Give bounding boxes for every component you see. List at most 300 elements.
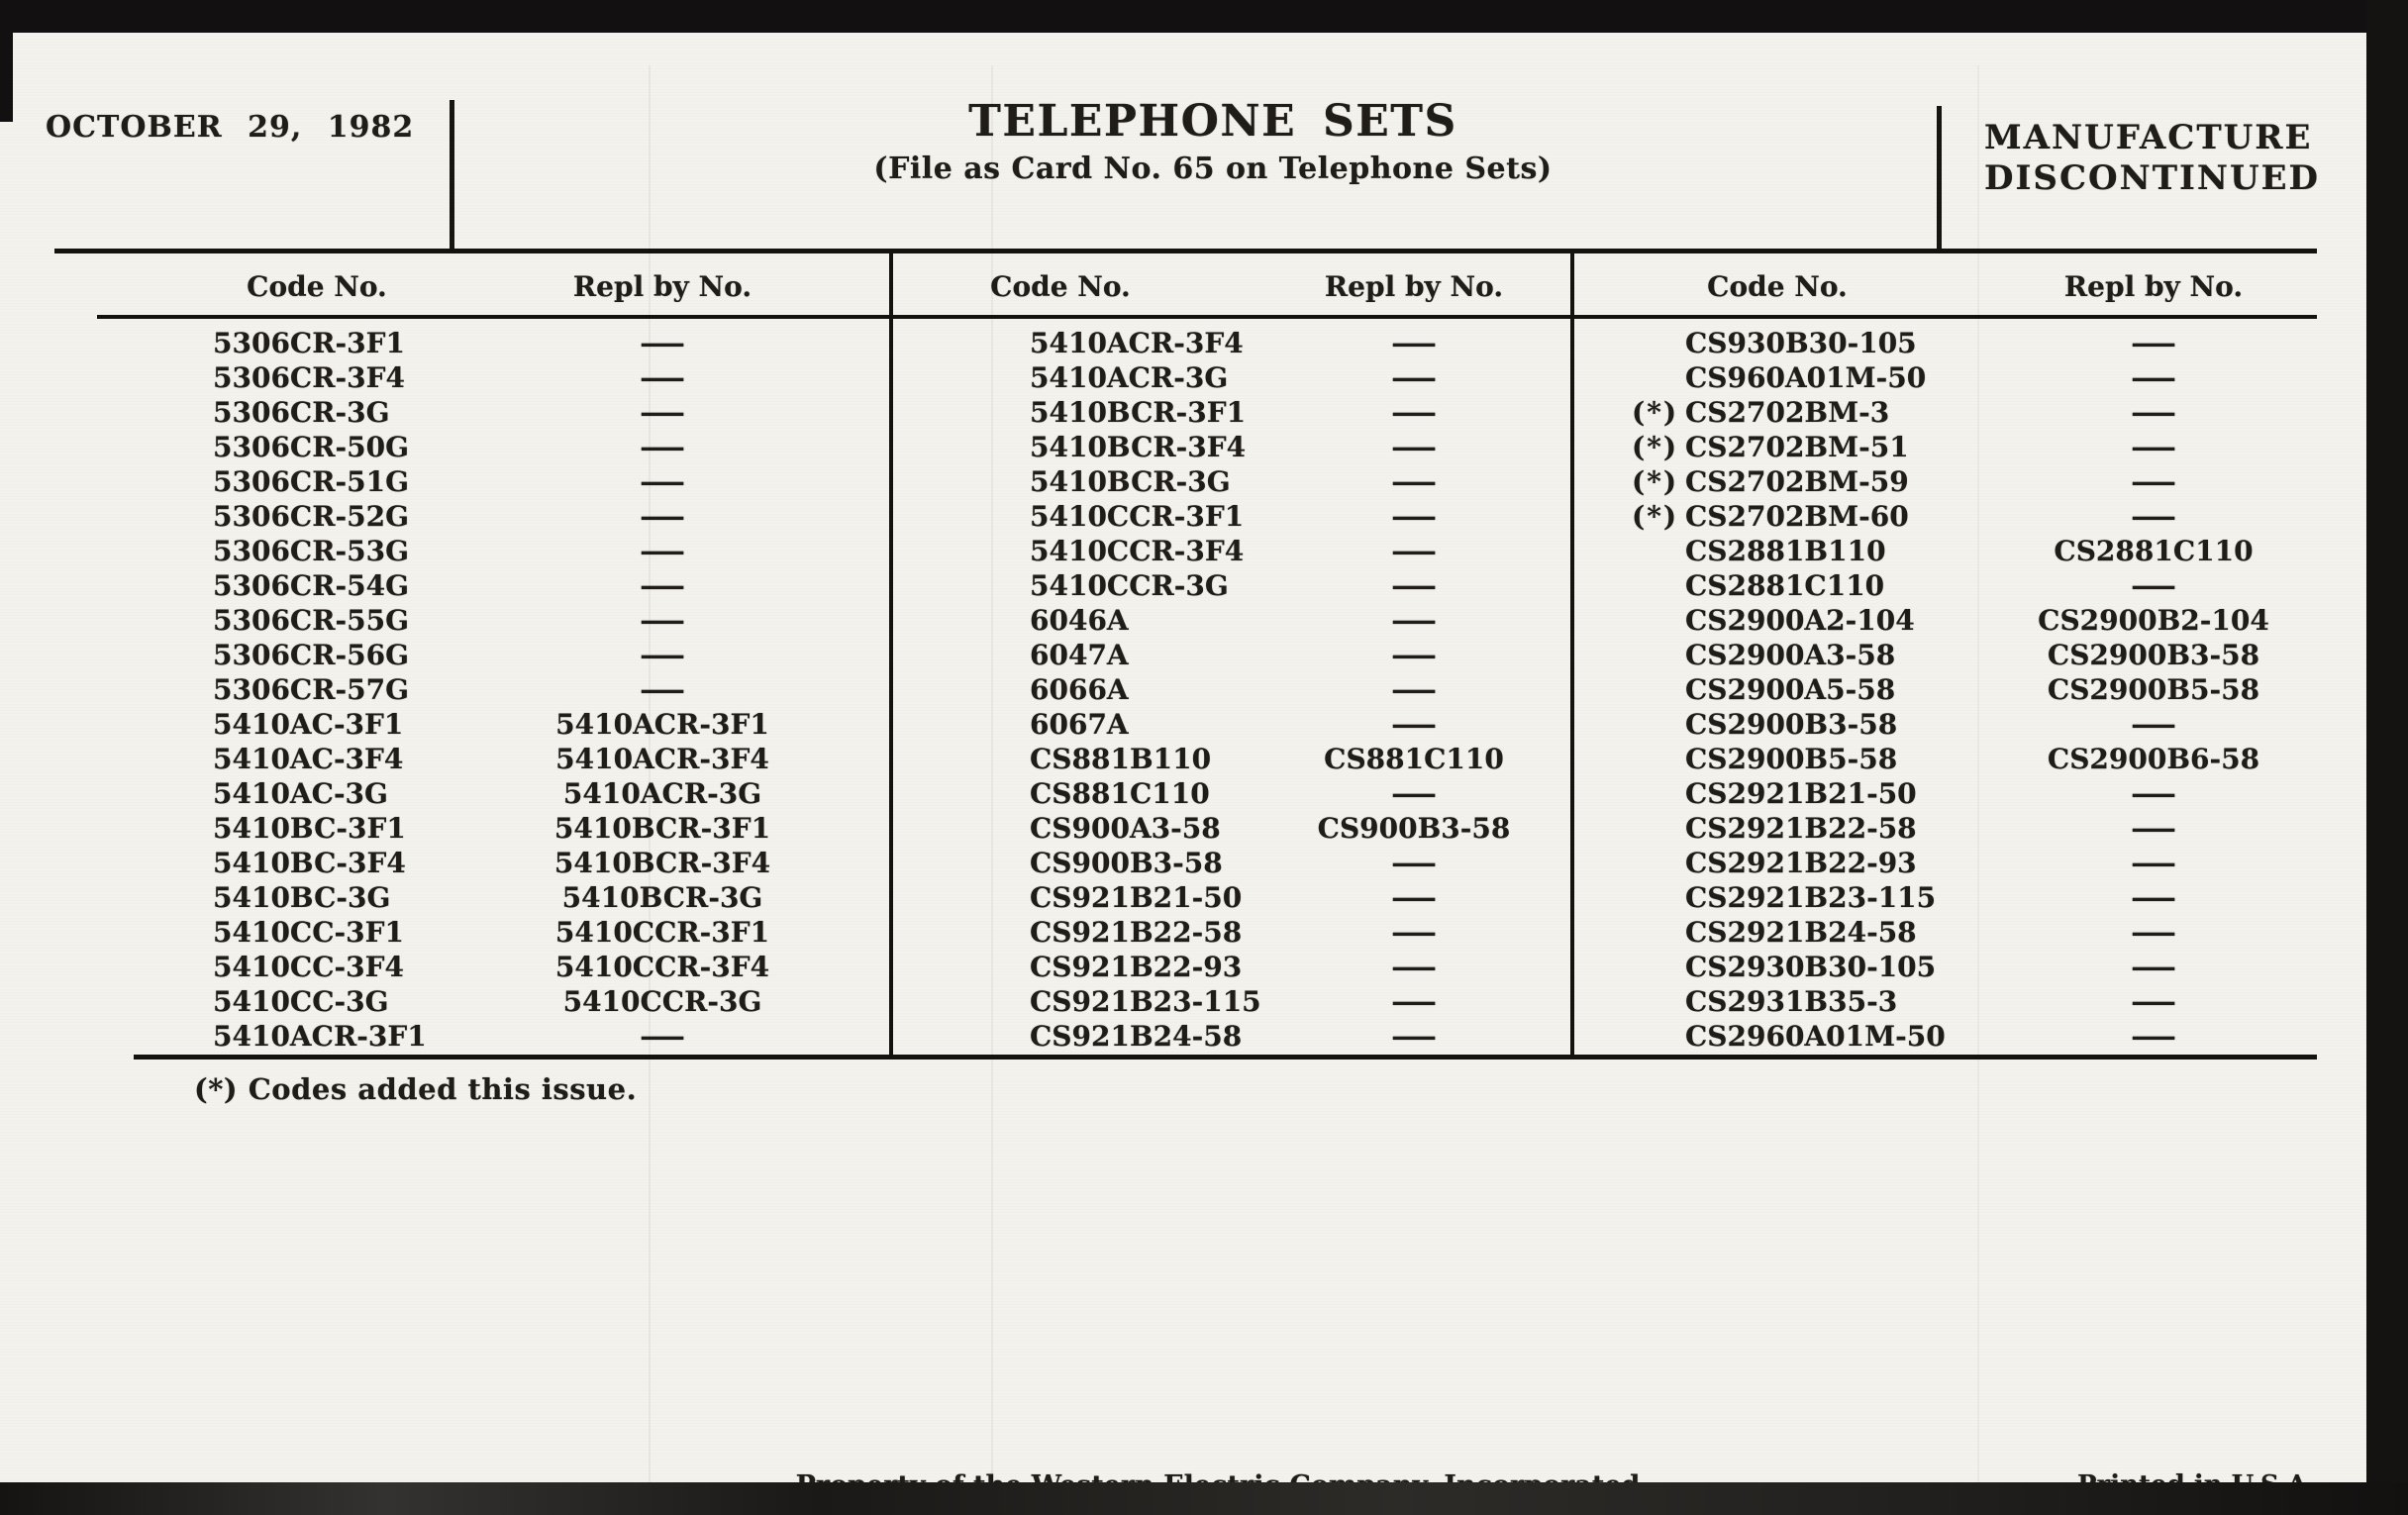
code-number: CS2921B23-115: [1685, 881, 1937, 914]
code-cell: [893, 846, 1257, 880]
repl-number: CS2900B2-104: [2038, 604, 2269, 637]
table-row: [1574, 430, 2317, 464]
table-row: [109, 776, 889, 811]
repl-by-no-header: Repl by No.: [1324, 269, 1504, 303]
table-row: [1574, 707, 2317, 742]
table-row: [109, 672, 889, 707]
code-cell: [1574, 915, 1990, 950]
code-cell: [1574, 880, 1990, 915]
code-number: 5306CR-54G: [213, 569, 409, 602]
repl-cell: [1990, 430, 2317, 464]
repl-cell: [1257, 880, 1570, 915]
repl-cell: [1257, 638, 1570, 672]
code-cell: [109, 603, 436, 638]
document-card: [0, 33, 2366, 1482]
repl-cell: [436, 603, 889, 638]
code-cell: [1574, 672, 1990, 707]
code-number: CS2931B35-3: [1685, 985, 1898, 1018]
code-cell: [109, 534, 436, 568]
code-cell: [893, 880, 1257, 915]
table-row: [893, 915, 1570, 950]
code-no-header: Code No.: [1707, 269, 1848, 303]
repl-cell: [1257, 950, 1570, 984]
code-number: CS921B22-58: [1030, 916, 1243, 949]
no-replacement-dash: —: [639, 673, 686, 706]
table-row: [893, 672, 1570, 707]
no-replacement-dash: —: [2130, 951, 2177, 983]
repl-by-no-header: Repl by No.: [2063, 269, 2244, 303]
issue-date: OCTOBER 29, 1982: [46, 110, 415, 145]
scan-crease: [649, 65, 651, 1515]
code-cell: [109, 742, 436, 776]
code-cell: [109, 880, 436, 915]
repl-cell: [1257, 326, 1570, 360]
code-cell: [1574, 776, 1990, 811]
repl-cell: [1257, 603, 1570, 638]
code-number: 5410CC-3G: [213, 985, 389, 1018]
table-row: [1574, 568, 2317, 603]
no-replacement-dash: —: [2130, 777, 2177, 810]
table-row: [893, 1019, 1570, 1054]
repl-cell: [436, 984, 889, 1019]
no-replacement-dash: —: [1390, 569, 1438, 602]
code-cell: [893, 568, 1257, 603]
no-replacement-dash: —: [1390, 985, 1438, 1018]
code-cell: [109, 846, 436, 880]
code-cell: [893, 430, 1257, 464]
repl-cell: [1990, 846, 2317, 880]
table-row: [893, 811, 1570, 846]
repl-cell: [1257, 811, 1570, 846]
table-row: [1574, 534, 2317, 568]
repl-cell: [1257, 984, 1570, 1019]
code-number: 5410ACR-3G: [1030, 361, 1229, 394]
added-this-issue-flag: (*): [1632, 500, 1679, 533]
repl-number: CS2900B6-58: [2047, 743, 2260, 775]
repl-cell: [436, 430, 889, 464]
code-number: 5306CR-3G: [213, 396, 390, 429]
no-replacement-dash: —: [1390, 639, 1438, 671]
code-number: CS921B24-58: [1030, 1020, 1243, 1053]
code-cell: [893, 534, 1257, 568]
repl-cell: [436, 534, 889, 568]
code-number: CS2900B5-58: [1685, 743, 1898, 775]
code-number: 5306CR-57G: [213, 673, 409, 706]
code-cell: [1574, 430, 1990, 464]
repl-cell: [1990, 534, 2317, 568]
repl-number: 5410CCR-3F1: [554, 916, 770, 949]
table-row: [893, 950, 1570, 984]
code-cell: [1574, 742, 1990, 776]
code-number: CS900A3-58: [1030, 812, 1221, 845]
repl-cell: [436, 638, 889, 672]
repl-cell: [1990, 707, 2317, 742]
table-row: [109, 1019, 889, 1054]
repl-cell: [1257, 430, 1570, 464]
repl-cell: [1990, 603, 2317, 638]
no-replacement-dash: —: [2130, 881, 2177, 914]
repl-cell: [1990, 742, 2317, 776]
table-row: [109, 326, 889, 360]
repl-cell: [1257, 742, 1570, 776]
repl-cell: [1990, 464, 2317, 499]
code-number: CS921B21-50: [1030, 881, 1243, 914]
code-number: CS2702BM-60: [1685, 500, 1909, 533]
table-row: [1574, 984, 2317, 1019]
repl-cell: [1990, 950, 2317, 984]
code-cell: [1574, 950, 1990, 984]
no-replacement-dash: —: [639, 500, 686, 533]
table-row: [1574, 880, 2317, 915]
table-row: [109, 360, 889, 395]
repl-cell: [1990, 568, 2317, 603]
no-replacement-dash: —: [1390, 327, 1438, 359]
table-row: [109, 638, 889, 672]
table-row: [893, 499, 1570, 534]
code-number: CS930B30-105: [1685, 327, 1917, 359]
repl-cell: [1990, 915, 2317, 950]
code-cell: [109, 672, 436, 707]
table-row: [893, 568, 1570, 603]
added-this-issue-flag: (*): [1632, 431, 1679, 463]
no-replacement-dash: —: [1390, 431, 1438, 463]
code-number: 5306CR-51G: [213, 465, 409, 498]
code-cell: [1574, 846, 1990, 880]
repl-cell: [1257, 568, 1570, 603]
table-row: [893, 603, 1570, 638]
table-row: [893, 326, 1570, 360]
repl-cell: [1257, 534, 1570, 568]
scan-crease: [991, 65, 993, 1515]
code-number: CS2921B21-50: [1685, 777, 1917, 810]
no-replacement-dash: —: [1390, 1020, 1438, 1053]
table-row: [109, 950, 889, 984]
repl-cell: [436, 707, 889, 742]
no-replacement-dash: —: [639, 327, 686, 359]
code-cell: [1574, 984, 1990, 1019]
table-row: [109, 464, 889, 499]
repl-by-no-header: Repl by No.: [572, 269, 752, 303]
repl-cell: [1990, 880, 2317, 915]
repl-number: 5410ACR-3G: [562, 777, 762, 810]
code-number: CS2900A5-58: [1685, 673, 1896, 706]
no-replacement-dash: —: [2130, 431, 2177, 463]
status-line-2: DISCONTINUED: [1984, 158, 2321, 198]
table-row: [893, 984, 1570, 1019]
code-cell: [109, 568, 436, 603]
repl-cell: [1257, 915, 1570, 950]
table-row: [1574, 811, 2317, 846]
code-cell: [109, 915, 436, 950]
table-row: [1574, 846, 2317, 880]
table-row: [893, 707, 1570, 742]
repl-cell: [1990, 776, 2317, 811]
no-replacement-dash: —: [639, 1020, 686, 1053]
repl-number: CS2881C110: [2054, 535, 2254, 567]
code-number: 6066A: [1030, 673, 1129, 706]
table-row: [109, 742, 889, 776]
repl-number: CS900B3-58: [1317, 812, 1511, 845]
code-cell: [1574, 360, 1990, 395]
code-number: 5410BC-3G: [213, 881, 391, 914]
no-replacement-dash: —: [2130, 847, 2177, 879]
code-cell: [109, 395, 436, 430]
repl-cell: [1990, 326, 2317, 360]
header-divider-right: [1937, 106, 1942, 249]
table-section-3: [1574, 258, 2317, 1054]
table-row: [893, 464, 1570, 499]
code-cell: [893, 464, 1257, 499]
repl-cell: [436, 568, 889, 603]
status-line-1: MANUFACTURE: [1984, 118, 2313, 157]
code-number: 5410BCR-3F1: [1030, 396, 1247, 429]
scan-edge-right: [2366, 0, 2408, 1515]
table-row: [1574, 603, 2317, 638]
no-replacement-dash: —: [2130, 500, 2177, 533]
code-cell: [109, 707, 436, 742]
no-replacement-dash: —: [639, 396, 686, 429]
no-replacement-dash: —: [2130, 465, 2177, 498]
code-number: 6067A: [1030, 708, 1129, 741]
code-cell: [893, 1019, 1257, 1054]
table-row: [109, 568, 889, 603]
code-number: CS2900A2-104: [1685, 604, 1915, 637]
code-number: CS2881B110: [1685, 535, 1886, 567]
code-number: 5410BCR-3F4: [1030, 431, 1247, 463]
page-subtitle: (File as Card No. 65 on Telephone Sets): [873, 152, 1553, 186]
no-replacement-dash: —: [2130, 396, 2177, 429]
table-bottom-rule: [134, 1055, 2317, 1060]
code-number: 5410CCR-3G: [1030, 569, 1229, 602]
repl-number: CS881C110: [1324, 743, 1504, 775]
repl-cell: [436, 950, 889, 984]
code-cell: [1574, 603, 1990, 638]
code-number: CS2960A01M-50: [1685, 1020, 1946, 1053]
repl-cell: [1990, 984, 2317, 1019]
code-number: 5410BCR-3G: [1030, 465, 1231, 498]
code-cell: [1574, 326, 1990, 360]
code-cell: [109, 430, 436, 464]
header-divider-left: [450, 100, 454, 249]
code-number: 5306CR-50G: [213, 431, 409, 463]
code-cell: [893, 950, 1257, 984]
footnote: (*) Codes added this issue.: [194, 1072, 638, 1106]
code-number: CS2921B24-58: [1685, 916, 1917, 949]
table-section-2: [893, 258, 1570, 1054]
no-replacement-dash: —: [2130, 916, 2177, 949]
code-number: 5306CR-52G: [213, 500, 409, 533]
code-number: 5306CR-56G: [213, 639, 409, 671]
no-replacement-dash: —: [1390, 777, 1438, 810]
table-row: [893, 534, 1570, 568]
repl-cell: [1990, 1019, 2317, 1054]
code-cell: [109, 638, 436, 672]
repl-cell: [436, 1019, 889, 1054]
table-rows: [1574, 326, 2317, 1054]
status-label: [1984, 118, 2320, 199]
repl-cell: [1990, 499, 2317, 534]
code-number: 5410CC-3F4: [213, 951, 404, 983]
repl-cell: [436, 672, 889, 707]
repl-cell: [1257, 707, 1570, 742]
repl-number: 5410BCR-3F4: [553, 847, 771, 879]
code-cell: [1574, 568, 1990, 603]
code-number: CS960A01M-50: [1685, 361, 1927, 394]
code-number: CS921B22-93: [1030, 951, 1243, 983]
no-replacement-dash: —: [1390, 396, 1438, 429]
code-cell: [893, 776, 1257, 811]
code-cell: [893, 811, 1257, 846]
no-replacement-dash: —: [1390, 708, 1438, 741]
repl-cell: [436, 880, 889, 915]
code-cell: [1574, 499, 1990, 534]
table-row: [893, 430, 1570, 464]
repl-cell: [436, 464, 889, 499]
no-replacement-dash: —: [639, 569, 686, 602]
code-cell: [1574, 395, 1990, 430]
no-replacement-dash: —: [639, 535, 686, 567]
code-number: CS2900B3-58: [1685, 708, 1898, 741]
repl-number: 5410ACR-3F1: [555, 708, 769, 741]
code-cell: [109, 464, 436, 499]
no-replacement-dash: —: [1390, 951, 1438, 983]
code-number: 5410CCR-3F4: [1030, 535, 1245, 567]
no-replacement-dash: —: [1390, 535, 1438, 567]
repl-number: 5410CCR-3F4: [554, 951, 770, 983]
table-row: [1574, 1019, 2317, 1054]
table-rows: [109, 326, 889, 1054]
no-replacement-dash: —: [1390, 881, 1438, 914]
repl-cell: [1257, 846, 1570, 880]
code-cell: [109, 326, 436, 360]
scan-edge-top-left: [0, 33, 13, 122]
table-section-1: [109, 258, 889, 1054]
table-row: [893, 846, 1570, 880]
repl-cell: [1990, 395, 2317, 430]
code-number: CS2921B22-93: [1685, 847, 1917, 879]
code-number: 5306CR-55G: [213, 604, 409, 637]
code-number: CS2702BM-51: [1685, 431, 1909, 463]
table-row: [1574, 915, 2317, 950]
repl-cell: [436, 395, 889, 430]
code-number: 5410BC-3F4: [213, 847, 406, 879]
table-row: [109, 880, 889, 915]
code-cell: [1574, 707, 1990, 742]
repl-cell: [436, 846, 889, 880]
column-header-row: [109, 258, 889, 314]
table-row: [109, 395, 889, 430]
no-replacement-dash: —: [2130, 1020, 2177, 1053]
repl-cell: [1257, 672, 1570, 707]
table-row: [1574, 742, 2317, 776]
repl-cell: [1990, 638, 2317, 672]
repl-cell: [1257, 776, 1570, 811]
repl-cell: [1990, 360, 2317, 395]
no-replacement-dash: —: [1390, 361, 1438, 394]
code-cell: [893, 499, 1257, 534]
repl-cell: [1257, 395, 1570, 430]
no-replacement-dash: —: [2130, 812, 2177, 845]
repl-number: CS2900B3-58: [2047, 639, 2260, 671]
table-row: [109, 915, 889, 950]
repl-cell: [1990, 672, 2317, 707]
code-number: 5306CR-3F1: [213, 327, 405, 359]
no-replacement-dash: —: [1390, 500, 1438, 533]
no-replacement-dash: —: [2130, 361, 2177, 394]
table-row: [109, 430, 889, 464]
code-cell: [109, 1019, 436, 1054]
table-row: [109, 984, 889, 1019]
table-row: [1574, 499, 2317, 534]
no-replacement-dash: —: [639, 639, 686, 671]
added-this-issue-flag: (*): [1632, 396, 1679, 429]
repl-cell: [436, 811, 889, 846]
no-replacement-dash: —: [1390, 673, 1438, 706]
page-title: TELEPHONE SETS: [968, 96, 1457, 147]
code-number: CS2900A3-58: [1685, 639, 1896, 671]
no-replacement-dash: —: [639, 361, 686, 394]
code-cell: [1574, 811, 1990, 846]
repl-cell: [1257, 360, 1570, 395]
code-no-header: Code No.: [990, 269, 1131, 303]
code-cell: [109, 776, 436, 811]
table-row: [1574, 360, 2317, 395]
no-replacement-dash: —: [1390, 916, 1438, 949]
table-row: [893, 880, 1570, 915]
table-row: [109, 707, 889, 742]
table-row: [109, 603, 889, 638]
code-number: CS2702BM-59: [1685, 465, 1909, 498]
table-row: [109, 534, 889, 568]
table-row: [1574, 395, 2317, 430]
repl-number: CS2900B5-58: [2047, 673, 2260, 706]
table-row: [1574, 672, 2317, 707]
repl-cell: [436, 915, 889, 950]
code-number: 6047A: [1030, 639, 1129, 671]
code-number: 5306CR-53G: [213, 535, 409, 567]
column-header-row: [1574, 258, 2317, 314]
table-row: [893, 360, 1570, 395]
repl-cell: [1257, 464, 1570, 499]
table-row: [1574, 776, 2317, 811]
no-replacement-dash: —: [1390, 465, 1438, 498]
scan-edge-bottom: [0, 1482, 2408, 1515]
code-number: 5410AC-3F1: [213, 708, 404, 741]
table-row: [109, 846, 889, 880]
table-row: [893, 742, 1570, 776]
table-row: [893, 638, 1570, 672]
table-row: [1574, 464, 2317, 499]
table-row: [893, 395, 1570, 430]
code-cell: [893, 326, 1257, 360]
code-number: 5410ACR-3F4: [1030, 327, 1244, 359]
no-replacement-dash: —: [2130, 327, 2177, 359]
code-cell: [109, 811, 436, 846]
repl-cell: [436, 776, 889, 811]
code-cell: [893, 742, 1257, 776]
code-cell: [1574, 534, 1990, 568]
code-number: CS2930B30-105: [1685, 951, 1937, 983]
repl-cell: [436, 499, 889, 534]
code-cell: [893, 915, 1257, 950]
code-no-header: Code No.: [247, 269, 387, 303]
code-number: CS881B110: [1030, 743, 1212, 775]
table-row: [893, 776, 1570, 811]
code-number: CS921B23-115: [1030, 985, 1261, 1018]
table-rows: [893, 326, 1570, 1054]
code-number: 5410AC-3F4: [213, 743, 404, 775]
table-row: [109, 811, 889, 846]
